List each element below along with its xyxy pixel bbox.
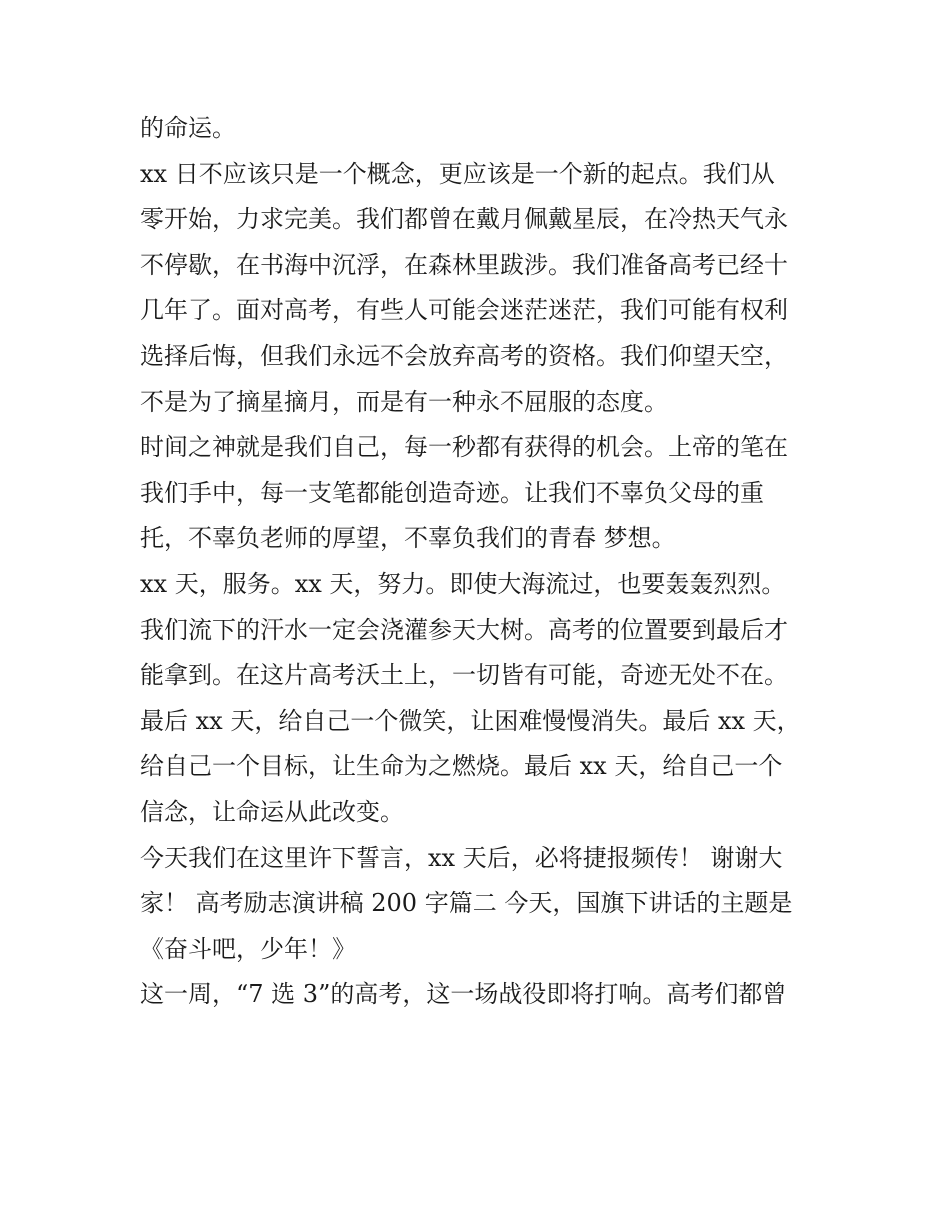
text-line: 最后 xx 天，给自己一个微笑，让困难慢慢消失。最后 xx 天， bbox=[140, 706, 801, 735]
text-line: 几年了。面对高考，有些人可能会迷茫迷茫，我们可能有权利 bbox=[140, 296, 788, 325]
text-line: 选择后悔，但我们永远不会放弃高考的资格。我们仰望天空， bbox=[140, 341, 788, 370]
document-body bbox=[140, 106, 820, 1018]
text-line: 《奋斗吧，少年！》 bbox=[140, 934, 356, 963]
text-line: 我们手中，每一支笔都能创造奇迹。让我们不辜负父母的重 bbox=[140, 478, 764, 507]
text-line: 不是为了摘星摘月，而是有一种永不屈服的态度。 bbox=[140, 387, 668, 416]
text-line: 不停歇，在书海中沉浮，在森林里跋涉。我们准备高考已经十 bbox=[140, 250, 788, 279]
text-line: xx 日不应该只是一个概念，更应该是一个新的起点。我们从 bbox=[140, 159, 775, 188]
text-line: 今天我们在这里许下誓言，xx 天后，必将捷报频传！ 谢谢大 bbox=[140, 843, 783, 872]
text-line: 我们流下的汗水一定会浇灌参天大树。高考的位置要到最后才 bbox=[140, 615, 788, 644]
text-line: 的命运。 bbox=[140, 114, 236, 142]
text-line: xx 天，服务。xx 天，努力。即使大海流过，也要轰轰烈烈。 bbox=[140, 569, 786, 598]
text-line: 时间之神就是我们自己，每一秒都有获得的机会。上帝的笔在 bbox=[140, 433, 788, 462]
text-line: 给自己一个目标，让生命为之燃烧。最后 xx 天，给自己一个 bbox=[140, 752, 783, 781]
text-line: 零开始，力求完美。我们都曾在戴月佩戴星辰，在冷热天气永 bbox=[140, 205, 788, 234]
text-line: 这一周，“7 选 3”的高考，这一场战役即将打响。高考们都曾 bbox=[140, 980, 787, 1009]
text-line: 信念，让命运从此改变。 bbox=[140, 797, 404, 826]
text-line: 托，不辜负老师的厚望，不辜负我们的青春 梦想。 bbox=[140, 524, 676, 553]
text-line: 能拿到。在这片高考沃土上，一切皆有可能，奇迹无处不在。 bbox=[140, 661, 788, 690]
text-line: 家！ 高考励志演讲稿 200 字篇二 今天，国旗下讲话的主题是 bbox=[140, 889, 793, 918]
